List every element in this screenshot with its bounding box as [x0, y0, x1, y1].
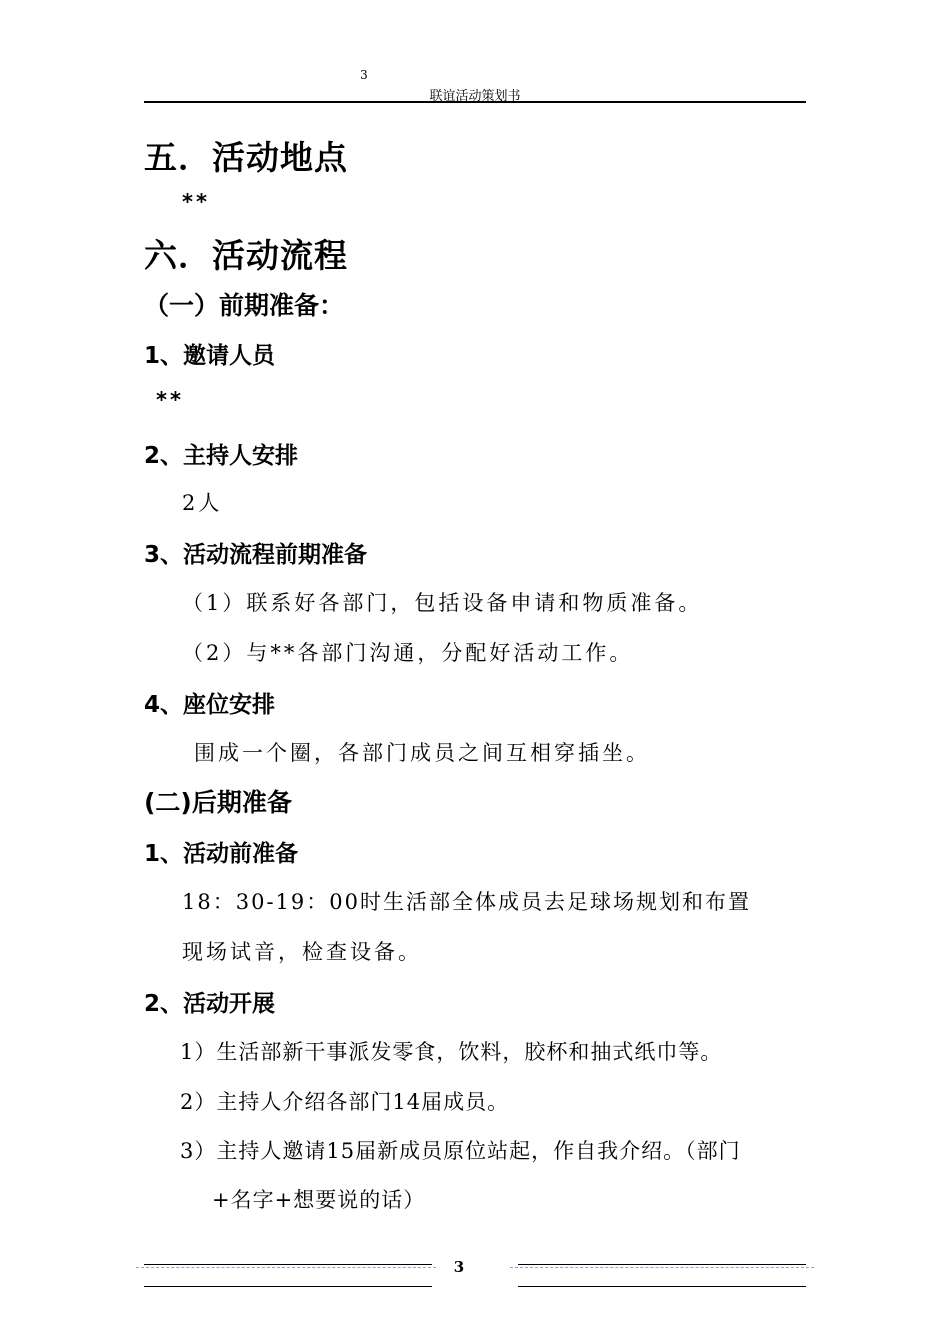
header-rule: [144, 101, 806, 103]
p2-title: 2、主持人安排: [144, 443, 299, 469]
footer-rule-left-bottom: [144, 1286, 432, 1287]
q2-item-2: 2）主持人介绍各部门14届成员。: [180, 1090, 510, 1114]
footer-dash-right: [510, 1267, 814, 1268]
q2-item-1: 1）生活部新干事派发零食，饮料，胶杯和抽式纸巾等。: [180, 1040, 723, 1064]
q1-line-2: 现场试音，检查设备。: [182, 940, 422, 964]
footer-page-number: 3: [453, 1258, 465, 1276]
p2-body: 2人: [182, 491, 223, 515]
footer-rule-right-top: [518, 1264, 806, 1265]
prep-title: （一）前期准备：: [144, 291, 345, 320]
q2-item-3-line-1: 3）主持人邀请15届新成员原位站起，作自我介绍。（部门: [180, 1139, 741, 1163]
p3-title: 3、活动流程前期准备: [144, 542, 368, 568]
p1-title: 1、邀请人员: [144, 343, 276, 369]
post-title: (二)后期准备: [144, 788, 292, 817]
p4-body: 围成一个圈，各部门成员之间互相穿插坐。: [194, 741, 650, 765]
footer-rule-left-top: [144, 1264, 432, 1265]
q2-title: 2、活动开展: [144, 991, 276, 1017]
section-5-body: **: [182, 190, 210, 214]
p1-body: **: [156, 388, 184, 412]
section-6-title: 六．活动流程: [144, 236, 348, 275]
p3-item-2: （2）与**各部门沟通，分配好活动工作。: [182, 641, 634, 665]
q2-item-3-line-2: +名字+想要说的话）: [212, 1188, 426, 1212]
footer: [0, 1258, 950, 1298]
p3-item-1: （1）联系好各部门，包括设备申请和物质准备。: [182, 591, 703, 615]
footer-dash-left: [136, 1267, 436, 1268]
header-title: 联谊活动策划书: [429, 89, 521, 104]
q1-line-1: 18：30-19：00时生活部全体成员去足球场规划和布置: [182, 890, 751, 914]
footer-rule-right-bottom: [518, 1286, 806, 1287]
page-number-top: 3: [360, 68, 368, 82]
section-5-title: 五．活动地点: [144, 138, 348, 177]
p4-title: 4、座位安排: [144, 692, 276, 718]
q1-title: 1、活动前准备: [144, 841, 299, 867]
